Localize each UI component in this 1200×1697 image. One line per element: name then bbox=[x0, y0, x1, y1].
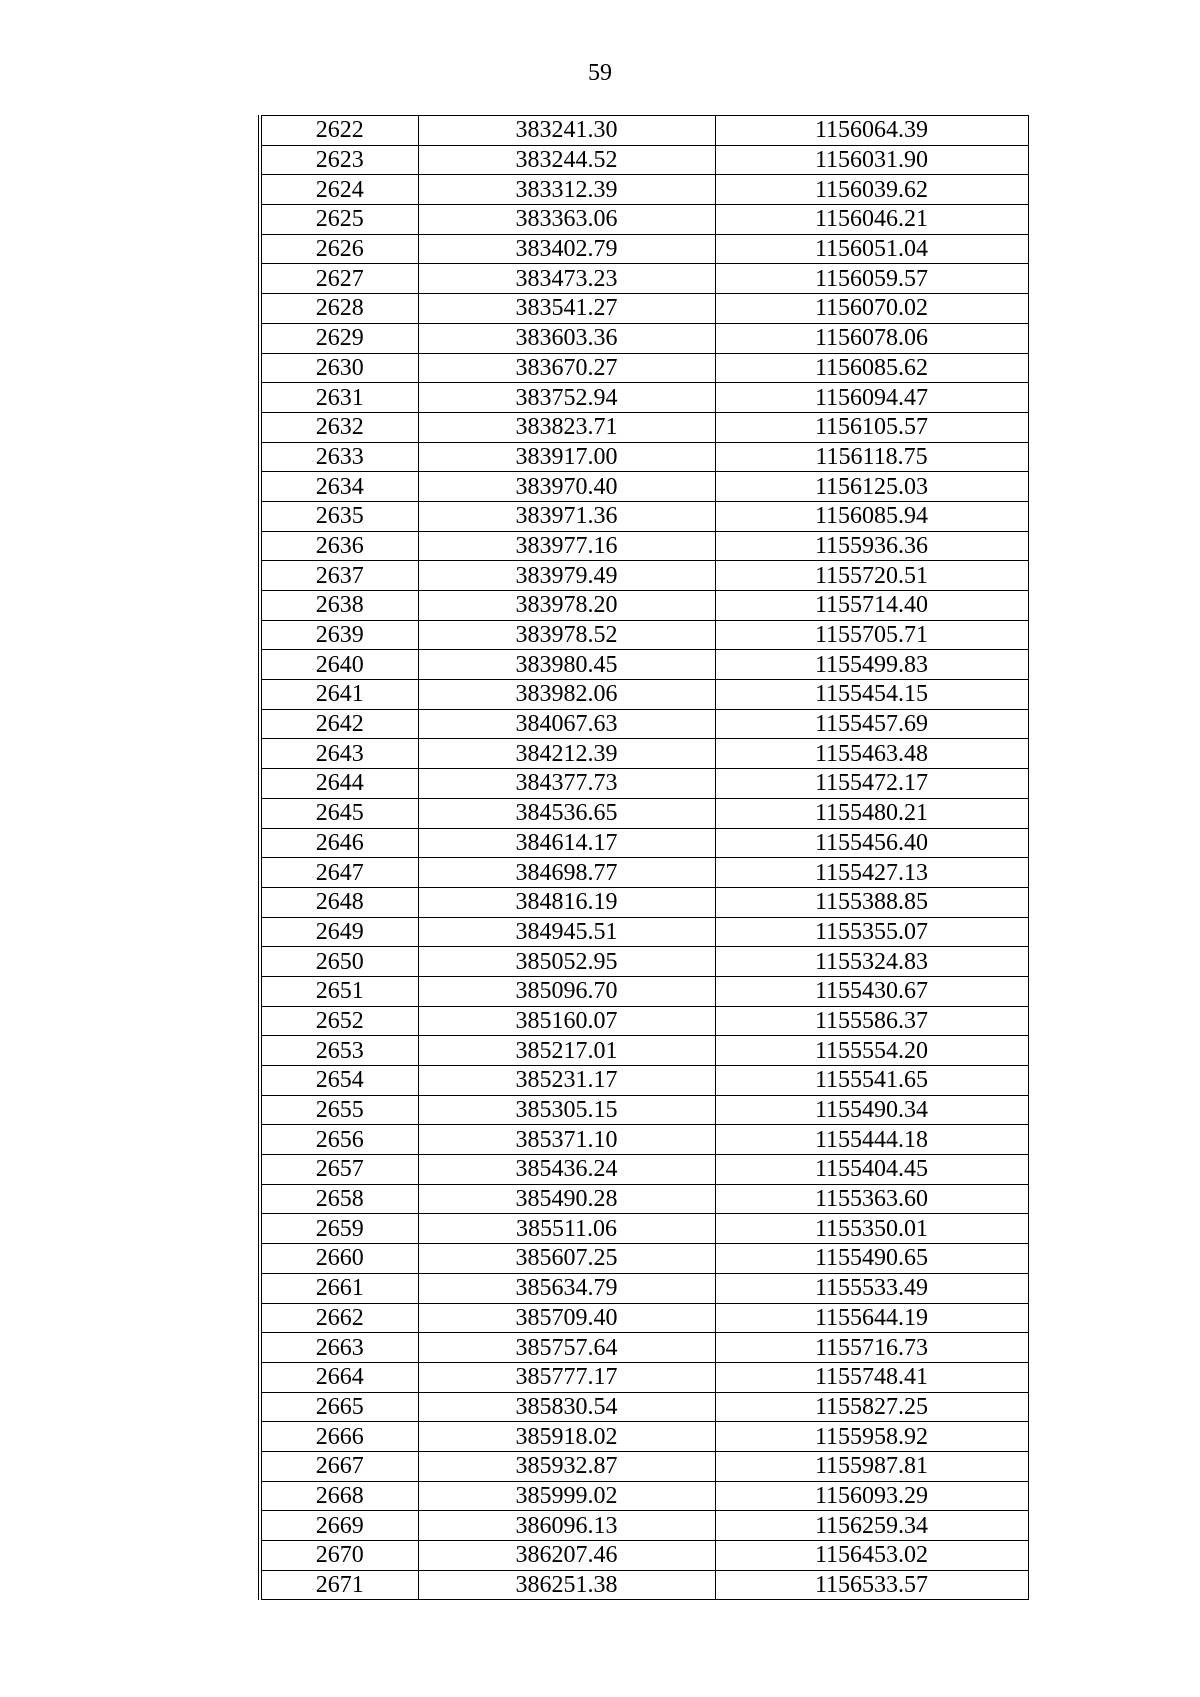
point-number-cell: 2657 bbox=[260, 1155, 418, 1185]
point-number-cell: 2623 bbox=[260, 145, 418, 175]
point-number-cell: 2659 bbox=[260, 1214, 418, 1244]
y-coordinate-cell: 1155827.25 bbox=[715, 1392, 1028, 1422]
x-coordinate-cell: 383917.00 bbox=[418, 442, 715, 472]
y-coordinate-cell: 1155748.41 bbox=[715, 1362, 1028, 1392]
x-coordinate-cell: 383979.49 bbox=[418, 561, 715, 591]
x-coordinate-cell: 385918.02 bbox=[418, 1422, 715, 1452]
table-body bbox=[260, 116, 1028, 1600]
x-coordinate-cell: 385436.24 bbox=[418, 1155, 715, 1185]
table-row bbox=[260, 1095, 1028, 1125]
y-coordinate-cell: 1155472.17 bbox=[715, 769, 1028, 799]
point-number-cell: 2638 bbox=[260, 591, 418, 621]
point-number-cell: 2636 bbox=[260, 531, 418, 561]
x-coordinate-cell: 385217.01 bbox=[418, 1036, 715, 1066]
y-coordinate-cell: 1155363.60 bbox=[715, 1184, 1028, 1214]
x-coordinate-cell: 383977.16 bbox=[418, 531, 715, 561]
x-coordinate-cell: 383473.23 bbox=[418, 264, 715, 294]
table-row bbox=[260, 383, 1028, 413]
y-coordinate-cell: 1155430.67 bbox=[715, 976, 1028, 1006]
table-row bbox=[260, 1125, 1028, 1155]
table-row bbox=[260, 472, 1028, 502]
y-coordinate-cell: 1156064.39 bbox=[715, 116, 1028, 146]
x-coordinate-cell: 384377.73 bbox=[418, 769, 715, 799]
table-row bbox=[260, 709, 1028, 739]
x-coordinate-cell: 384212.39 bbox=[418, 739, 715, 769]
table-row bbox=[260, 1214, 1028, 1244]
table-row bbox=[260, 175, 1028, 205]
point-number-cell: 2634 bbox=[260, 472, 418, 502]
point-number-cell: 2630 bbox=[260, 353, 418, 383]
x-coordinate-cell: 385932.87 bbox=[418, 1451, 715, 1481]
point-number-cell: 2650 bbox=[260, 947, 418, 977]
table-row bbox=[260, 828, 1028, 858]
point-number-cell: 2637 bbox=[260, 561, 418, 591]
table-row bbox=[260, 1066, 1028, 1096]
point-number-cell: 2628 bbox=[260, 294, 418, 324]
table-row bbox=[260, 1184, 1028, 1214]
x-coordinate-cell: 383980.45 bbox=[418, 650, 715, 680]
y-coordinate-cell: 1156259.34 bbox=[715, 1511, 1028, 1541]
y-coordinate-cell: 1155714.40 bbox=[715, 591, 1028, 621]
point-number-cell: 2639 bbox=[260, 620, 418, 650]
point-number-cell: 2635 bbox=[260, 501, 418, 531]
point-number-cell: 2631 bbox=[260, 383, 418, 413]
y-coordinate-cell: 1156078.06 bbox=[715, 323, 1028, 353]
y-coordinate-cell: 1155350.01 bbox=[715, 1214, 1028, 1244]
table-row bbox=[260, 620, 1028, 650]
point-number-cell: 2665 bbox=[260, 1392, 418, 1422]
x-coordinate-cell: 385607.25 bbox=[418, 1244, 715, 1274]
y-coordinate-cell: 1156051.04 bbox=[715, 234, 1028, 264]
x-coordinate-cell: 385709.40 bbox=[418, 1303, 715, 1333]
y-coordinate-cell: 1155490.34 bbox=[715, 1095, 1028, 1125]
x-coordinate-cell: 383670.27 bbox=[418, 353, 715, 383]
table-row bbox=[260, 412, 1028, 442]
y-coordinate-cell: 1155355.07 bbox=[715, 917, 1028, 947]
point-number-cell: 2624 bbox=[260, 175, 418, 205]
x-coordinate-cell: 383982.06 bbox=[418, 680, 715, 710]
point-number-cell: 2660 bbox=[260, 1244, 418, 1274]
table-row bbox=[260, 1422, 1028, 1452]
x-coordinate-cell: 385511.06 bbox=[418, 1214, 715, 1244]
x-coordinate-cell: 383603.36 bbox=[418, 323, 715, 353]
x-coordinate-cell: 385052.95 bbox=[418, 947, 715, 977]
point-number-cell: 2645 bbox=[260, 798, 418, 828]
table-row bbox=[260, 501, 1028, 531]
x-coordinate-cell: 383971.36 bbox=[418, 501, 715, 531]
point-number-cell: 2662 bbox=[260, 1303, 418, 1333]
table-row bbox=[260, 1451, 1028, 1481]
y-coordinate-cell: 1156118.75 bbox=[715, 442, 1028, 472]
x-coordinate-cell: 384945.51 bbox=[418, 917, 715, 947]
point-number-cell: 2670 bbox=[260, 1541, 418, 1571]
table-row bbox=[260, 1570, 1028, 1600]
y-coordinate-cell: 1156085.94 bbox=[715, 501, 1028, 531]
y-coordinate-cell: 1155987.81 bbox=[715, 1451, 1028, 1481]
x-coordinate-cell: 385231.17 bbox=[418, 1066, 715, 1096]
x-coordinate-cell: 385490.28 bbox=[418, 1184, 715, 1214]
x-coordinate-cell: 386207.46 bbox=[418, 1541, 715, 1571]
point-number-cell: 2641 bbox=[260, 680, 418, 710]
point-number-cell: 2644 bbox=[260, 769, 418, 799]
x-coordinate-cell: 383752.94 bbox=[418, 383, 715, 413]
table-row bbox=[260, 1541, 1028, 1571]
point-number-cell: 2653 bbox=[260, 1036, 418, 1066]
y-coordinate-cell: 1155490.65 bbox=[715, 1244, 1028, 1274]
table-row bbox=[260, 591, 1028, 621]
table-row bbox=[260, 1362, 1028, 1392]
y-coordinate-cell: 1155427.13 bbox=[715, 858, 1028, 888]
x-coordinate-cell: 383244.52 bbox=[418, 145, 715, 175]
y-coordinate-cell: 1155463.48 bbox=[715, 739, 1028, 769]
y-coordinate-cell: 1155533.49 bbox=[715, 1273, 1028, 1303]
x-coordinate-cell: 385160.07 bbox=[418, 1006, 715, 1036]
point-number-cell: 2640 bbox=[260, 650, 418, 680]
point-number-cell: 2632 bbox=[260, 412, 418, 442]
x-coordinate-cell: 385371.10 bbox=[418, 1125, 715, 1155]
y-coordinate-cell: 1155404.45 bbox=[715, 1155, 1028, 1185]
table-row bbox=[260, 1006, 1028, 1036]
table-row bbox=[260, 739, 1028, 769]
x-coordinate-cell: 383970.40 bbox=[418, 472, 715, 502]
y-coordinate-cell: 1155444.18 bbox=[715, 1125, 1028, 1155]
y-coordinate-cell: 1155388.85 bbox=[715, 887, 1028, 917]
table-row bbox=[260, 798, 1028, 828]
point-number-cell: 2649 bbox=[260, 917, 418, 947]
x-coordinate-cell: 384067.63 bbox=[418, 709, 715, 739]
table-row bbox=[260, 205, 1028, 235]
y-coordinate-cell: 1155586.37 bbox=[715, 1006, 1028, 1036]
point-number-cell: 2663 bbox=[260, 1333, 418, 1363]
point-number-cell: 2654 bbox=[260, 1066, 418, 1096]
point-number-cell: 2655 bbox=[260, 1095, 418, 1125]
table-row bbox=[260, 1392, 1028, 1422]
y-coordinate-cell: 1156125.03 bbox=[715, 472, 1028, 502]
x-coordinate-cell: 384536.65 bbox=[418, 798, 715, 828]
table-row bbox=[260, 976, 1028, 1006]
y-coordinate-cell: 1156085.62 bbox=[715, 353, 1028, 383]
y-coordinate-cell: 1156059.57 bbox=[715, 264, 1028, 294]
page-number: 59 bbox=[588, 60, 612, 86]
y-coordinate-cell: 1155958.92 bbox=[715, 1422, 1028, 1452]
x-coordinate-cell: 383241.30 bbox=[418, 116, 715, 146]
x-coordinate-cell: 386251.38 bbox=[418, 1570, 715, 1600]
y-coordinate-cell: 1155499.83 bbox=[715, 650, 1028, 680]
y-coordinate-cell: 1156070.02 bbox=[715, 294, 1028, 324]
y-coordinate-cell: 1155457.69 bbox=[715, 709, 1028, 739]
table-row bbox=[260, 650, 1028, 680]
y-coordinate-cell: 1155644.19 bbox=[715, 1303, 1028, 1333]
x-coordinate-cell: 385634.79 bbox=[418, 1273, 715, 1303]
y-coordinate-cell: 1155720.51 bbox=[715, 561, 1028, 591]
point-number-cell: 2664 bbox=[260, 1362, 418, 1392]
x-coordinate-cell: 385096.70 bbox=[418, 976, 715, 1006]
table-row bbox=[260, 323, 1028, 353]
x-coordinate-cell: 383541.27 bbox=[418, 294, 715, 324]
y-coordinate-cell: 1156046.21 bbox=[715, 205, 1028, 235]
point-number-cell: 2652 bbox=[260, 1006, 418, 1036]
x-coordinate-cell: 385830.54 bbox=[418, 1392, 715, 1422]
x-coordinate-cell: 385305.15 bbox=[418, 1095, 715, 1125]
x-coordinate-cell: 384816.19 bbox=[418, 887, 715, 917]
y-coordinate-cell: 1156453.02 bbox=[715, 1541, 1028, 1571]
point-number-cell: 2668 bbox=[260, 1481, 418, 1511]
x-coordinate-cell: 383978.20 bbox=[418, 591, 715, 621]
point-number-cell: 2622 bbox=[260, 116, 418, 146]
point-number-cell: 2627 bbox=[260, 264, 418, 294]
table-row bbox=[260, 294, 1028, 324]
point-number-cell: 2671 bbox=[260, 1570, 418, 1600]
table-row bbox=[260, 561, 1028, 591]
y-coordinate-cell: 1156533.57 bbox=[715, 1570, 1028, 1600]
y-coordinate-cell: 1156093.29 bbox=[715, 1481, 1028, 1511]
x-coordinate-cell: 383363.06 bbox=[418, 205, 715, 235]
y-coordinate-cell: 1156039.62 bbox=[715, 175, 1028, 205]
x-coordinate-cell: 386096.13 bbox=[418, 1511, 715, 1541]
table-row bbox=[260, 353, 1028, 383]
x-coordinate-cell: 385999.02 bbox=[418, 1481, 715, 1511]
point-number-cell: 2643 bbox=[260, 739, 418, 769]
x-coordinate-cell: 385757.64 bbox=[418, 1333, 715, 1363]
y-coordinate-cell: 1155705.71 bbox=[715, 620, 1028, 650]
point-number-cell: 2667 bbox=[260, 1451, 418, 1481]
table-row bbox=[260, 1333, 1028, 1363]
point-number-cell: 2656 bbox=[260, 1125, 418, 1155]
table-row bbox=[260, 1303, 1028, 1333]
point-number-cell: 2633 bbox=[260, 442, 418, 472]
table-row bbox=[260, 769, 1028, 799]
point-number-cell: 2625 bbox=[260, 205, 418, 235]
y-coordinate-cell: 1155541.65 bbox=[715, 1066, 1028, 1096]
point-number-cell: 2629 bbox=[260, 323, 418, 353]
table-row bbox=[260, 1244, 1028, 1274]
y-coordinate-cell: 1156031.90 bbox=[715, 145, 1028, 175]
x-coordinate-cell: 384614.17 bbox=[418, 828, 715, 858]
point-number-cell: 2666 bbox=[260, 1422, 418, 1452]
point-number-cell: 2658 bbox=[260, 1184, 418, 1214]
x-coordinate-cell: 383978.52 bbox=[418, 620, 715, 650]
point-number-cell: 2642 bbox=[260, 709, 418, 739]
table-row bbox=[260, 947, 1028, 977]
x-coordinate-cell: 383823.71 bbox=[418, 412, 715, 442]
table-row bbox=[260, 887, 1028, 917]
table-row bbox=[260, 145, 1028, 175]
x-coordinate-cell: 383402.79 bbox=[418, 234, 715, 264]
x-coordinate-cell: 384698.77 bbox=[418, 858, 715, 888]
point-number-cell: 2661 bbox=[260, 1273, 418, 1303]
table-row bbox=[260, 680, 1028, 710]
point-number-cell: 2669 bbox=[260, 1511, 418, 1541]
y-coordinate-cell: 1155480.21 bbox=[715, 798, 1028, 828]
table-row bbox=[260, 1511, 1028, 1541]
x-coordinate-cell: 385777.17 bbox=[418, 1362, 715, 1392]
table-row bbox=[260, 1155, 1028, 1185]
point-number-cell: 2626 bbox=[260, 234, 418, 264]
table-row bbox=[260, 264, 1028, 294]
y-coordinate-cell: 1155456.40 bbox=[715, 828, 1028, 858]
point-number-cell: 2647 bbox=[260, 858, 418, 888]
table-row bbox=[260, 1481, 1028, 1511]
table-row bbox=[260, 531, 1028, 561]
table-row bbox=[260, 858, 1028, 888]
table-row bbox=[260, 917, 1028, 947]
y-coordinate-cell: 1155324.83 bbox=[715, 947, 1028, 977]
point-number-cell: 2648 bbox=[260, 887, 418, 917]
table-row bbox=[260, 234, 1028, 264]
table-row bbox=[260, 116, 1028, 146]
point-number-cell: 2646 bbox=[260, 828, 418, 858]
y-coordinate-cell: 1155554.20 bbox=[715, 1036, 1028, 1066]
y-coordinate-cell: 1156094.47 bbox=[715, 383, 1028, 413]
y-coordinate-cell: 1156105.57 bbox=[715, 412, 1028, 442]
point-number-cell: 2651 bbox=[260, 976, 418, 1006]
table-row bbox=[260, 442, 1028, 472]
table-row bbox=[260, 1273, 1028, 1303]
x-coordinate-cell: 383312.39 bbox=[418, 175, 715, 205]
coordinates-table bbox=[258, 115, 1029, 1600]
y-coordinate-cell: 1155716.73 bbox=[715, 1333, 1028, 1363]
y-coordinate-cell: 1155454.15 bbox=[715, 680, 1028, 710]
y-coordinate-cell: 1155936.36 bbox=[715, 531, 1028, 561]
table-row bbox=[260, 1036, 1028, 1066]
